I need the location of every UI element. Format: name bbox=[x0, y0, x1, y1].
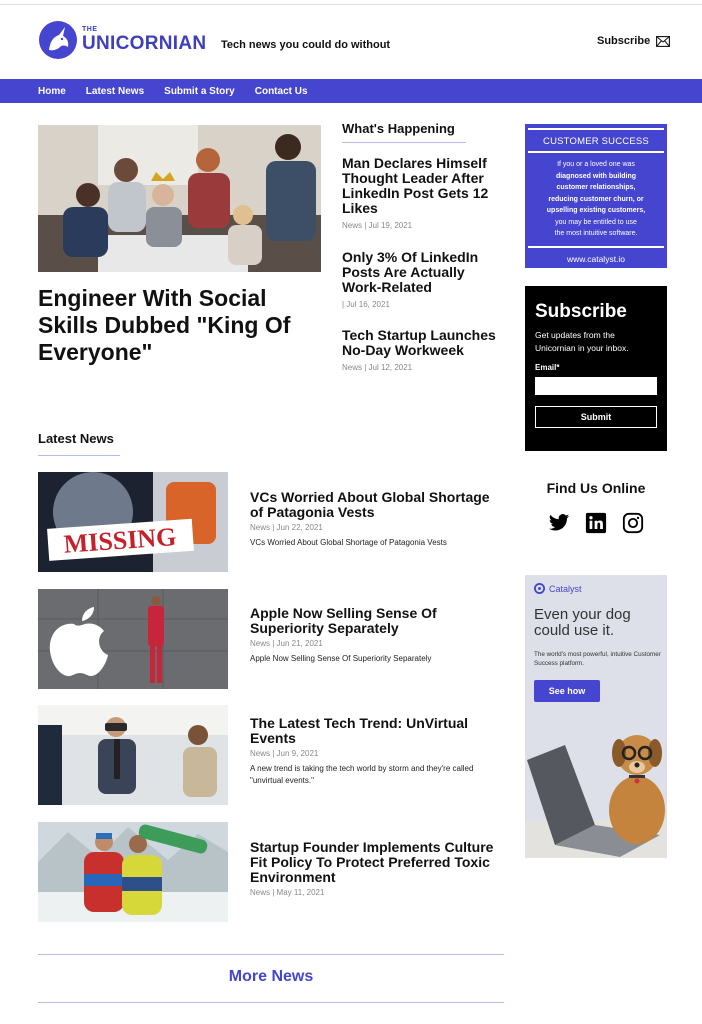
latest-news-item-title[interactable]: Apple Now Selling Sense Of Superiority Separately bbox=[250, 605, 437, 636]
nav-item-submit-story[interactable]: Submit a Story bbox=[164, 85, 235, 97]
twitter-icon[interactable] bbox=[548, 512, 570, 534]
hero-image[interactable] bbox=[38, 125, 321, 272]
latest-news-underline bbox=[38, 455, 120, 456]
article-image-startup-founder[interactable] bbox=[38, 822, 228, 922]
latest-news-item-desc: VCs Worried About Global Shortage of Patagonia Vests bbox=[250, 538, 447, 547]
whats-happening-item-title[interactable]: Man Declares Himself Thought Leader After LinkedIn Post Gets 12 Likes bbox=[342, 155, 489, 216]
ad-heading: CUSTOMER SUCCESS bbox=[543, 136, 649, 147]
whats-happening-heading: What's Happening bbox=[342, 121, 455, 136]
latest-news-item[interactable] bbox=[250, 716, 505, 787]
missing-stamp-text: MISSING bbox=[62, 521, 178, 559]
subscribe-widget bbox=[525, 286, 667, 451]
find-us-heading: Find Us Online bbox=[546, 480, 646, 496]
latest-news-heading: Latest News bbox=[38, 431, 114, 446]
article-image-patagonia[interactable] bbox=[38, 472, 228, 572]
catalyst-subtext: The world's most powerful, intuitive Customer Success platform. bbox=[534, 651, 661, 667]
ad-body-line: If you or a loved one was bbox=[557, 161, 635, 168]
latest-news-item[interactable] bbox=[250, 490, 505, 549]
nav-item-latest-news[interactable]: Latest News bbox=[85, 85, 145, 97]
latest-news-item-meta: News | Jun 22, 2021 bbox=[250, 523, 323, 532]
catalyst-brand-name: Catalyst bbox=[549, 583, 582, 594]
top-divider bbox=[0, 4, 702, 5]
whats-happening-item-meta: News | Jul 19, 2021 bbox=[342, 221, 413, 230]
more-news-link[interactable]: More News bbox=[228, 968, 314, 985]
ad-url[interactable]: www.catalyst.io bbox=[566, 253, 626, 264]
subscribe-heading: Subscribe bbox=[535, 301, 627, 322]
brand-prefix[interactable]: THE bbox=[82, 26, 98, 33]
latest-news-item[interactable] bbox=[250, 606, 505, 665]
instagram-icon[interactable] bbox=[622, 512, 644, 534]
envelope-icon bbox=[656, 36, 670, 47]
main-nav bbox=[0, 79, 702, 103]
catalyst-brand bbox=[534, 583, 582, 594]
brand-name[interactable]: UNICORNIAN bbox=[82, 33, 207, 54]
header-subscribe-link[interactable] bbox=[597, 35, 670, 47]
whats-happening-underline bbox=[342, 142, 466, 143]
ad-body bbox=[525, 153, 667, 240]
article-image-apple[interactable] bbox=[38, 589, 228, 689]
latest-news-item-title[interactable]: Startup Founder Implements Culture Fit Policy To Protect Preferred Toxic Environment bbox=[250, 839, 494, 885]
ad-body-line: upselling existing customers, bbox=[546, 207, 646, 214]
article-image-unvirtual[interactable] bbox=[38, 705, 228, 805]
latest-news-item-meta: News | May 11, 2021 bbox=[250, 888, 325, 897]
ad-body-line: reducing customer churn, or bbox=[548, 195, 644, 203]
ad-body-line: the most intuitive software. bbox=[554, 230, 638, 237]
whats-happening-item[interactable] bbox=[342, 250, 507, 309]
nav-item-home[interactable]: Home bbox=[38, 85, 66, 97]
email-label: Email* bbox=[535, 363, 560, 372]
catalyst-ad[interactable] bbox=[525, 575, 667, 858]
latest-news-item-title[interactable]: VCs Worried About Global Shortage of Patagonia Vests bbox=[250, 489, 490, 520]
ad-body-line: you may be entitled to use bbox=[555, 218, 637, 226]
ad-body-line: diagnosed with building bbox=[555, 172, 637, 180]
catalyst-headline: Even your dog could use it. bbox=[534, 606, 631, 639]
more-news-top-rule bbox=[38, 954, 504, 955]
social-links bbox=[548, 512, 644, 534]
latest-news-item-meta: News | Jun 9, 2021 bbox=[250, 749, 319, 758]
latest-news-item[interactable] bbox=[250, 840, 505, 897]
whats-happening-item[interactable] bbox=[342, 156, 507, 230]
whats-happening-item-meta: News | Jul 12, 2021 bbox=[342, 363, 413, 372]
email-field[interactable] bbox=[535, 377, 657, 395]
catalyst-logo-icon bbox=[534, 583, 545, 594]
linkedin-icon[interactable] bbox=[585, 512, 607, 534]
hero-title[interactable]: Engineer With Social Skills Dubbed "King Of Everyone" bbox=[38, 285, 291, 365]
nav-item-contact-us[interactable]: Contact Us bbox=[254, 85, 308, 97]
submit-button[interactable]: Submit bbox=[535, 406, 657, 428]
see-how-button[interactable]: See how bbox=[534, 680, 600, 702]
dog-laptop-image bbox=[525, 715, 667, 858]
customer-success-ad[interactable] bbox=[525, 124, 667, 268]
whats-happening-item-meta: | Jul 16, 2021 bbox=[342, 300, 390, 309]
latest-news-item-desc: A new trend is taking the tech world by storm and they're called "unvirtual events." bbox=[250, 764, 474, 785]
whats-happening-item-title[interactable]: Tech Startup Launches No-Day Workweek bbox=[342, 327, 496, 358]
latest-news-item-meta: News | Jun 21, 2021 bbox=[250, 639, 323, 648]
ad-top-bar bbox=[528, 128, 664, 130]
ad-bottom-bar bbox=[528, 269, 664, 271]
unicorn-logo-icon[interactable] bbox=[38, 20, 78, 60]
more-news-bottom-rule bbox=[38, 1002, 504, 1003]
ad-divider bbox=[528, 246, 664, 248]
subscribe-text: Get updates from the Unicornian in your inbox. bbox=[535, 330, 629, 353]
latest-news-item-desc: Apple Now Selling Sense Of Superiority Separately bbox=[250, 654, 432, 663]
whats-happening-item[interactable] bbox=[342, 328, 507, 372]
whats-happening-item-title[interactable]: Only 3% Of LinkedIn Posts Are Actually Work-Related bbox=[342, 249, 479, 295]
ad-body-line: customer relationships, bbox=[556, 184, 636, 191]
tagline: Tech news you could do without bbox=[221, 39, 391, 51]
subscribe-link-label: Subscribe bbox=[597, 35, 651, 47]
latest-news-item-title[interactable]: The Latest Tech Trend: UnVirtual Events bbox=[250, 715, 469, 746]
